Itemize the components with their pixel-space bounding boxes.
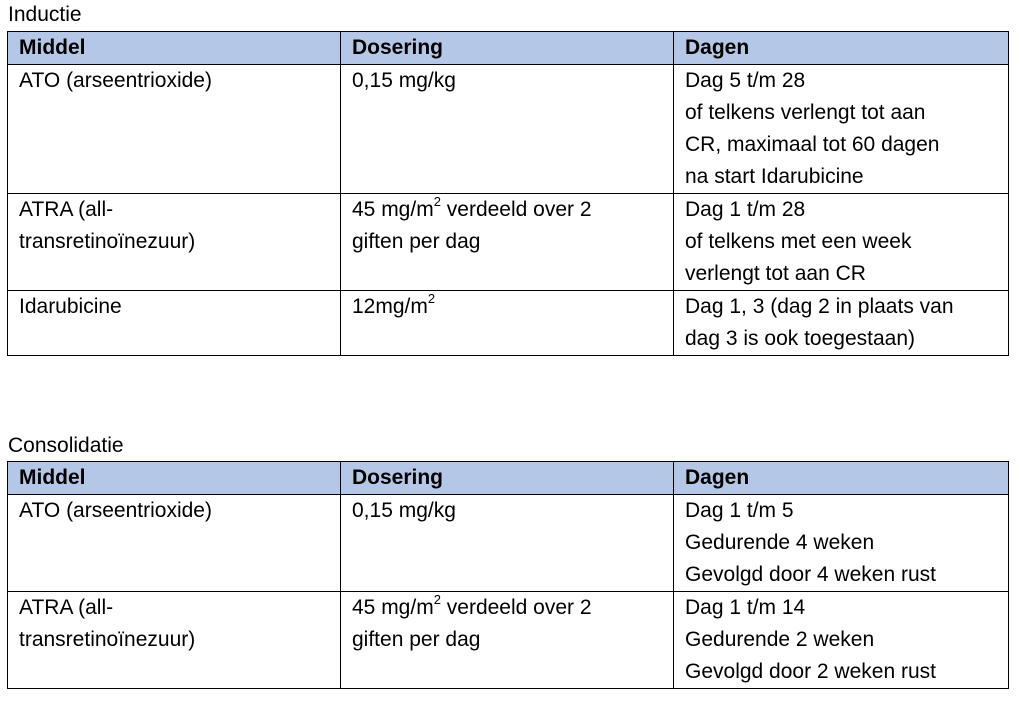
consolidation-table	[7, 461, 1009, 689]
dose-cell: $12mg/m^2$	[341, 291, 674, 356]
drug-cell: ATRA (all- transretinoïnezuur)	[8, 592, 341, 689]
drug-cell: ATO (arseentrioxide)	[8, 495, 341, 592]
header-dosering: Dosering	[341, 32, 674, 65]
drug-cell: ATO (arseentrioxide)	[8, 65, 341, 194]
table-row	[8, 592, 1009, 689]
days-cell: Dag 5 t/m 28 of telkens verlengt tot aan CR, maximaal tot 60 dagen na start Idarubicine	[674, 65, 1009, 194]
table-row	[8, 65, 1009, 194]
table-row	[8, 194, 1009, 291]
days-cell: Dag 1 t/m 5 Gedurende 4 weken Gevolgd door 4 weken rust	[674, 495, 1009, 592]
dose-cell: 45 $mg/m^2$ verdeeld over 2 giften per dag	[341, 194, 674, 291]
header-middel: Middel	[8, 462, 341, 495]
table-header-row	[8, 462, 1009, 495]
days-cell: Dag 1 t/m 14 Gedurende 2 weken Gevolgd door 2 weken rust	[674, 592, 1009, 689]
header-dagen: Dagen	[674, 462, 1009, 495]
dose-cell: 0,15 mg/kg	[341, 495, 674, 592]
dose-cell: 0,15 mg/kg	[341, 65, 674, 194]
header-dosering: Dosering	[341, 462, 674, 495]
table-row	[8, 291, 1009, 356]
consolidation-title: Consolidatie	[8, 434, 124, 457]
header-middel: Middel	[8, 32, 341, 65]
induction-title: Inductie	[8, 3, 82, 26]
drug-cell: Idarubicine	[8, 291, 341, 356]
table-header-row	[8, 32, 1009, 65]
header-dagen: Dagen	[674, 32, 1009, 65]
days-cell: Dag 1, 3 (dag 2 in plaats van dag 3 is ook toegestaan)	[674, 291, 1009, 356]
days-cell: Dag 1 t/m 28 of telkens met een week verlengt tot aan CR	[674, 194, 1009, 291]
induction-table	[7, 31, 1009, 356]
table-row	[8, 495, 1009, 592]
drug-cell: ATRA (all- transretinoïnezuur)	[8, 194, 341, 291]
dose-cell: 45 $mg/m^2$ verdeeld over 2 giften per dag	[341, 592, 674, 689]
